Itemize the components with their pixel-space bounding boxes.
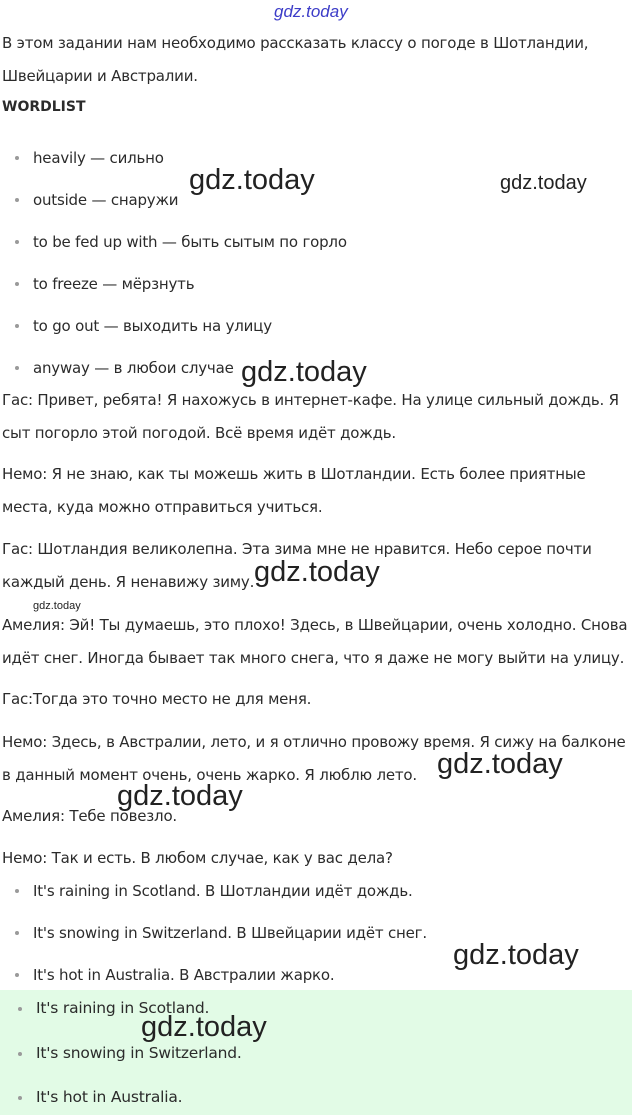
dialogue-line: в данный момент очень, очень жарко. Я люблю лето. xyxy=(2,766,417,784)
dialogue-line: идёт снег. Иногда бывает так много снега, что я даже не могу выйти на улицу. xyxy=(2,649,625,667)
wordlist-item-text: to freeze — мёрзнуть xyxy=(33,275,195,293)
dialogue-line: Амелия: Тебе повезло. xyxy=(2,807,177,825)
watermark: gdz.today xyxy=(453,939,579,971)
dialogue-line: Гас: Привет, ребята! Я нахожусь в интернет-кафе. На улице сильный дождь. Я xyxy=(2,391,619,409)
watermark: gdz.today xyxy=(141,1011,267,1043)
dialogue-line: Немо: Здесь, в Австралии, лето, и я отлично провожу время. Я сижу на балконе xyxy=(2,733,626,751)
answer-item-text: It's raining in Scotland. xyxy=(36,999,210,1017)
wordlist-item-text: heavily — сильно xyxy=(33,149,164,167)
wordlist-item-text: outside — снаружи xyxy=(33,191,179,209)
dialogue-line: Немо: Так и есть. В любом случае, как у вас дела? xyxy=(2,849,393,867)
bullet-icon xyxy=(15,973,19,977)
bullet-icon xyxy=(18,1052,22,1056)
watermark: gdz.today xyxy=(33,600,81,612)
site-watermark-header: gdz.today xyxy=(274,2,348,21)
answer-item-text: It's hot in Australia. xyxy=(36,1088,183,1106)
watermark: gdz.today xyxy=(437,748,563,780)
bullet-icon xyxy=(15,324,19,328)
watermark: gdz.today xyxy=(117,780,243,812)
dialogue-line: Немо: Я не знаю, как ты можешь жить в Шотландии. Есть более приятные xyxy=(2,465,586,483)
bullet-icon xyxy=(15,198,19,202)
answer-box xyxy=(0,990,632,1115)
translation-item-text: It's snowing in Switzerland. В Швейцарии идёт снег. xyxy=(33,924,427,942)
dialogue-line: Гас:Тогда это точно место не для меня. xyxy=(2,690,312,708)
dialogue-line: каждый день. Я ненавижу зиму. xyxy=(2,573,255,591)
translation-item-text: It's hot in Australia. В Австралии жарко. xyxy=(33,966,335,984)
answer-item-text: It's snowing in Switzerland. xyxy=(36,1044,242,1062)
intro-line-2: Швейцарии и Австралии. xyxy=(2,67,198,85)
bullet-icon xyxy=(15,282,19,286)
bullet-icon xyxy=(15,156,19,160)
dialogue-line: Амелия: Эй! Ты думаешь, это плохо! Здесь, в Швейцарии, очень холодно. Снова xyxy=(2,616,628,634)
wordlist-item-text: to be fed up with — быть сытым по горло xyxy=(33,233,347,251)
wordlist-item-text: anyway — в любои случае xyxy=(33,359,234,377)
bullet-icon xyxy=(15,889,19,893)
bullet-icon xyxy=(15,366,19,370)
dialogue-line: сыт погорло этой погодой. Всё время идёт дождь. xyxy=(2,424,396,442)
dialogue-line: места, куда можно отправиться учиться. xyxy=(2,498,323,516)
bullet-icon xyxy=(15,240,19,244)
intro-line-1: В этом задании нам необходимо рассказать классу о погоде в Шотландии, xyxy=(2,34,589,52)
watermark: gdz.today xyxy=(189,164,315,196)
bullet-icon xyxy=(15,931,19,935)
translation-item-text: It's raining in Scotland. В Шотландии идёт дождь. xyxy=(33,882,413,900)
watermark: gdz.today xyxy=(241,356,367,388)
bullet-icon xyxy=(18,1096,22,1100)
wordlist-heading: WORDLIST xyxy=(2,99,86,115)
dialogue-line: Гас: Шотландия великолепна. Эта зима мне не нравится. Небо серое почти xyxy=(2,540,592,558)
watermark: gdz.today xyxy=(500,172,587,194)
bullet-icon xyxy=(18,1007,22,1011)
wordlist-item-text: to go out — выходить на улицу xyxy=(33,317,272,335)
watermark: gdz.today xyxy=(254,556,380,588)
